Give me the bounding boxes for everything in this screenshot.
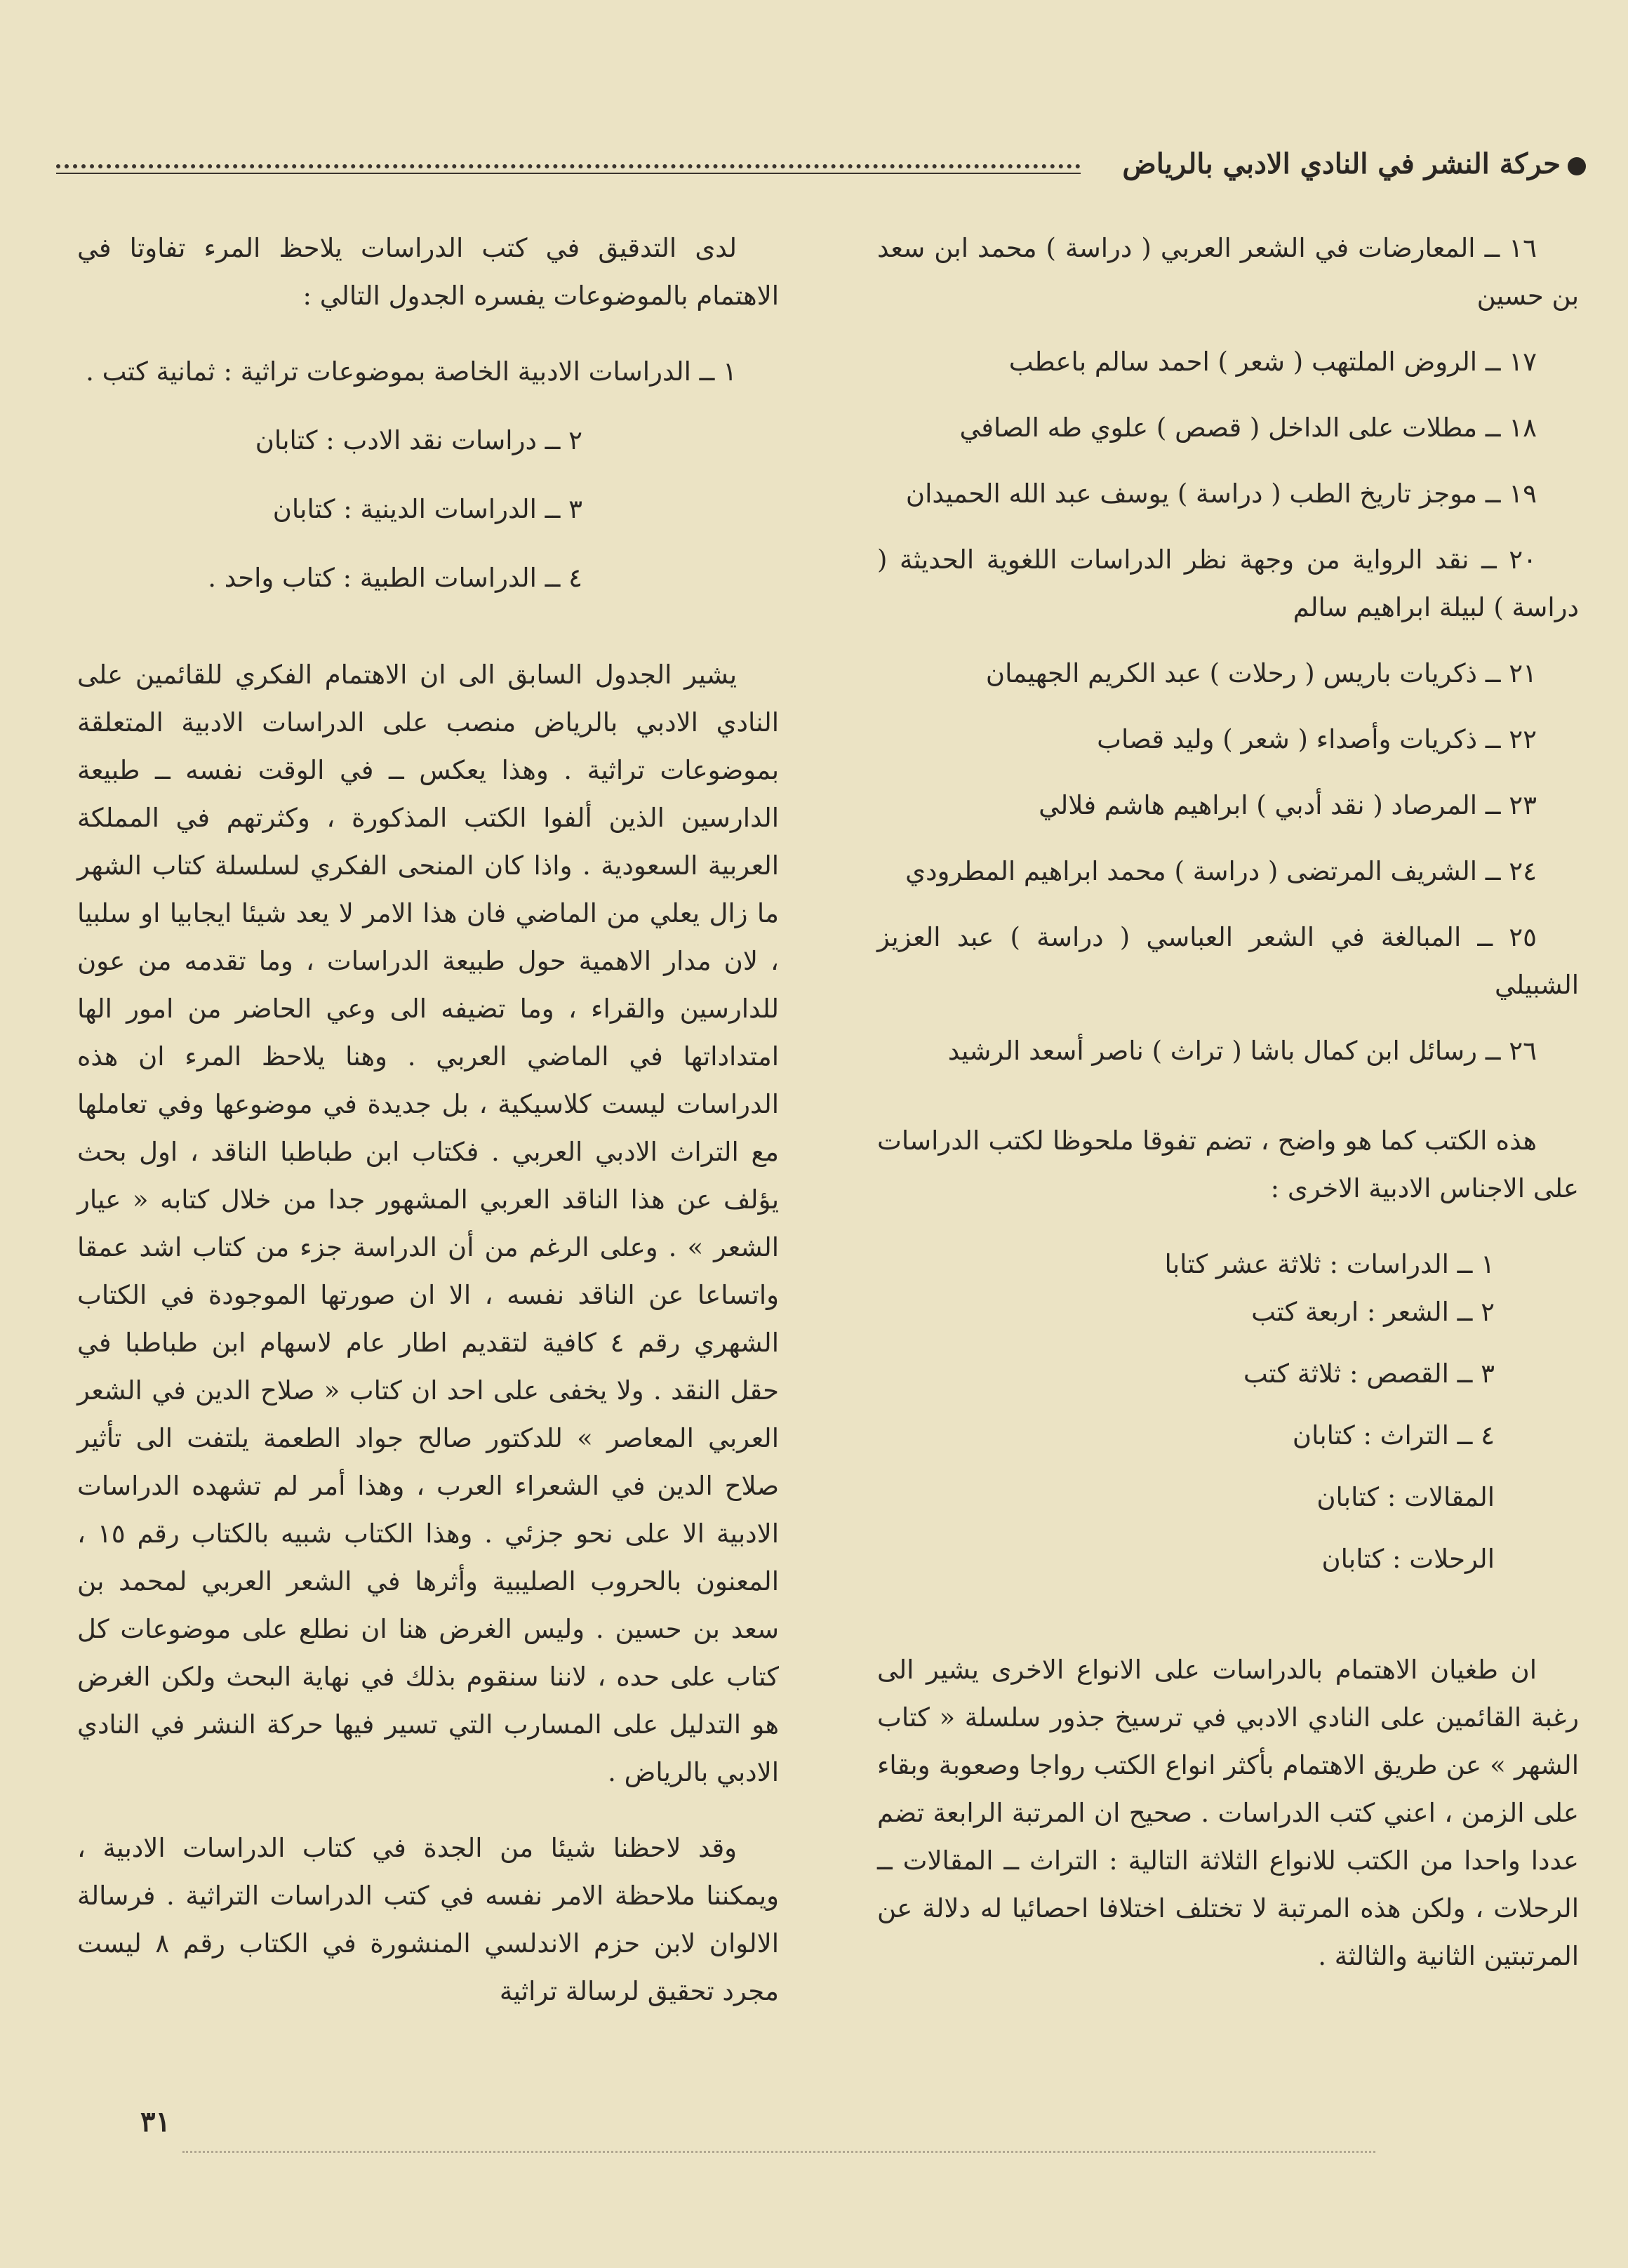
table-row: ٢ ــ دراسات نقد الادب : كتابان: [255, 425, 582, 455]
book-list-item: ١٩ ــ موجز تاريخ الطب ( دراسة ) يوسف عبد الله الحميدان: [905, 479, 1537, 509]
paragraph: لدى التدقيق في كتب الدراسات يلاحظ المرء تفاوتا في الاهتمام بالموضوعات يفسره الجدول التالي :: [77, 233, 779, 311]
book-list-item: ٢١ ــ ذكريات باريس ( رحلات ) عبد الكريم الجهيمان: [985, 658, 1537, 688]
category-item: المقالات : كتابان: [1316, 1482, 1495, 1512]
book-list-item: ١٦ ــ المعارضات في الشعر العربي ( دراسة ) محمد ابن سعد بن حسين: [877, 233, 1579, 311]
book-list-item: ٢٥ ــ المبالغة في الشعر العباسي ( دراسة ) عبد العزيز الشبيلي: [877, 922, 1579, 1000]
study-table: [77, 348, 779, 602]
book-list-item: ١٨ ــ مطلات على الداخل ( قصص ) علوي طه الصافي: [959, 413, 1537, 443]
category-item: ٤ ــ التراث : كتابان: [1292, 1420, 1495, 1450]
category-item: ٢ ــ الشعر : اربعة كتب: [1251, 1297, 1495, 1327]
category-list: [877, 1241, 1579, 1583]
category-item: الرحلات : كتابان: [1321, 1544, 1495, 1574]
paragraph: وقد لاحظنا شيئا من الجدة في كتاب الدراسات الادبية ، ويمكننا ملاحظة الامر نفسه في كتب الدراسات التراثية . فرسالة الالوان لابن حزم الاندلسي المنشورة في الكتاب رقم ٨ ليست مجرد تحقيق لرسالة تراثية: [77, 1833, 779, 2006]
table-row: ٣ ــ الدراسات الدينية : كتابان: [272, 494, 582, 524]
header-bullet-icon: [1568, 157, 1586, 175]
table-row: ١ ــ الدراسات الادبية الخاصة بموضوعات تراثية : ثمانية كتب .: [86, 356, 737, 387]
footer-rule: [182, 2151, 1375, 2153]
book-list-item: ٢٠ ــ نقد الرواية من وجهة نظر الدراسات اللغوية الحديثة ( دراسة ) لبيلة ابراهيم سالم: [877, 545, 1579, 622]
right-column: [877, 225, 1579, 2008]
paragraph: ان طغيان الاهتمام بالدراسات على الانواع الاخرى يشير الى رغبة القائمين على النادي الادبي في ترسيخ جذور سلسلة « كتاب الشهر » عن طريق الاهتمام بأكثر انواع الكتب رواجا وصعوبة وبقاء على الزمن ، اعني كتب الدراسات . صحيح ان المرتبة الرابعة تضم عددا واحدا من الكتب للانواع الثلاثة التالية : التراث ــ المقالات ــ الرحلات ، ولكن هذه المرتبة لا تختلف اختلافا احصائيا له دلالة عن المرتبتين الثانية والثالثة .: [877, 1655, 1579, 1971]
header-rule: [56, 164, 1081, 168]
header-title: حركة النشر في النادي الادبي بالرياض: [1122, 147, 1561, 180]
table-row: ٤ ــ الدراسات الطبية : كتاب واحد .: [208, 563, 582, 593]
book-list-item: ٢٢ ــ ذكريات وأصداء ( شعر ) وليد قصاب: [1097, 724, 1537, 754]
category-item: ١ ــ الدراسات : ثلاثة عشر كتابا: [1164, 1249, 1495, 1279]
running-header: [56, 147, 1586, 189]
book-list-item: ١٧ ــ الروض الملتهب ( شعر ) احمد سالم باعطب: [1008, 347, 1537, 377]
paragraph: هذه الكتب كما هو واضح ، تضم تفوقا ملحوظا لكتب الدراسات على الاجناس الادبية الاخرى :: [877, 1126, 1579, 1203]
header-rule: [56, 173, 1081, 174]
left-column: [77, 225, 779, 2043]
book-list: [877, 225, 1579, 1075]
category-item: ٣ ــ القصص : ثلاثة كتب: [1243, 1359, 1495, 1389]
book-list-item: ٢٣ ــ المرصاد ( نقد أدبي ) ابراهيم هاشم فلالي: [1039, 790, 1537, 820]
book-list-item: ٢٦ ــ رسائل ابن كمال باشا ( تراث ) ناصر أسعد الرشيد: [947, 1036, 1537, 1066]
paragraph: يشير الجدول السابق الى ان الاهتمام الفكري للقائمين على النادي الادبي بالرياض منصب على الدراسات الادبية المتعلقة بموضوعات تراثية . وهذا يعكس ــ في الوقت نفسه ــ طبيعة الدارسين الذين ألفوا الكتب المذكورة ، وكثرتهم في المملكة العربية السعودية . واذا كان المنحى الفكري لسلسلة كتاب الشهر ما زال يعلي من الماضي فان هذا الامر لا يعد شيئا ايجابيا او سلبيا ، لان مدار الاهمية حول طبيعة الدراسات ، وما تقدمه من عون للدارسين والقراء ، وما تضيفه الى وعي الحاضر من امور الها امتداداتها في الماضي العربي . وهنا يلاحظ المرء ان هذه الدراسات ليست كلاسيكية ، بل جديدة في موضوعها وفي تعاملها مع التراث الادبي العربي . فكتاب ابن طباطبا الناقد ، اول بحث يؤلف عن هذا الناقد العربي المشهور جدا من خلال كتابه « عيار الشعر » . وعلى الرغم من أن الدراسة جزء من كتاب اشد عمقا واتساعا عن الناقد نفسه ، الا ان صورتها الموجودة في الكتاب الشهري رقم ٤ كافية لتقديم اطار عام لاسهام ابن طباطبا في حقل النقد . ولا يخفى على احد ان كتاب « صلاح الدين في الشعر العربي المعاصر » للدكتور صالح جواد الطعمة يلتفت الى تأثير صلاح الدين في الشعراء العرب ، وهذا أمر لم تشهده الدراسات الادبية الا على نحو جزئي . وهذا الكتاب شبيه بالكتاب رقم ١٥ ، المعنون بالحروب الصليبية وأثرها في الشعر العربي لمحمد بن سعد بن حسين . وليس الغرض هنا ان نطلع على موضوعات كل كتاب على حده ، لاننا سنقوم بذلك في نهاية البحث ولكن الغرض هو التدليل على المسارب التي تسير فيها حركة النشر في النادي الادبي بالرياض .: [77, 660, 780, 1787]
book-list-item: ٢٤ ــ الشريف المرتضى ( دراسة ) محمد ابراهيم المطرودي: [905, 856, 1537, 886]
page-number: ٣١: [140, 2105, 171, 2138]
